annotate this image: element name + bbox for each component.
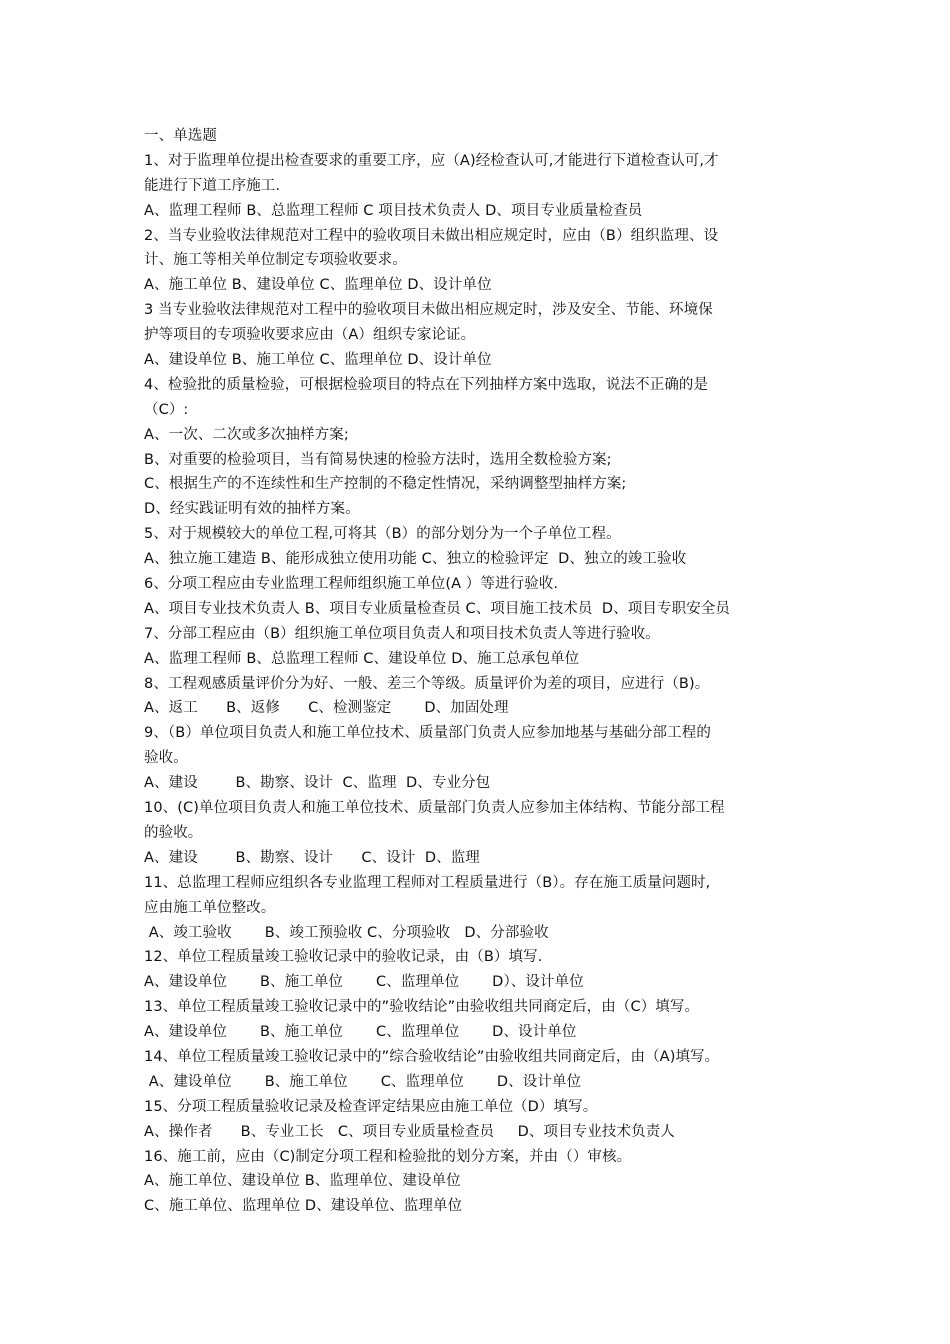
text-line: A、监理工程师 B、总监理工程师 C 项目技术负责人 D、项目专业质量检查员: [144, 202, 643, 219]
text-line: C、施工单位、监理单位 D、建设单位、监理单位: [144, 1198, 463, 1215]
text-line: A、建设 B、勘察、设计 C、设计 D、监理: [144, 849, 480, 866]
text-line: 14、单位工程质量竣工验收记录中的”综合验收结论”由验收组共同商定后，由（A)填写。: [144, 1048, 720, 1065]
text-line: A、项目专业技术负责人 B、项目专业质量检查员 C、项目施工技术员 D、项目专职安全员: [144, 600, 730, 617]
text-line: A、建设单位 B、施工单位 C、监理单位 D）、设计单位: [144, 974, 584, 991]
text-line: 3 当专业验收法律规范对工程中的验收项目未做出相应规定时，涉及安全、节能、环境保: [144, 302, 713, 319]
text-line: B、对重要的检验项目，当有简易快速的检验方法时，选用全数检验方案;: [144, 451, 612, 468]
text-line: 15、分项工程质量验收记录及检查评定结果应由施工单位（D）填写。: [144, 1098, 598, 1115]
text-line: A、施工单位 B、建设单位 C、监理单位 D、设计单位: [144, 277, 492, 294]
text-line: D、经实践证明有效的抽样方案。: [144, 501, 360, 518]
text-line: 的验收。: [144, 824, 203, 841]
text-line: 16、施工前，应由（C)制定分项工程和检验批的划分方案，并由（）审核。: [144, 1148, 632, 1165]
document-body: [144, 124, 824, 1219]
text-line: 4、检验批的质量检验，可根据检验项目的特点在下列抽样方案中选取，说法不正确的是: [144, 376, 709, 393]
text-line: A、监理工程师 B、总监理工程师 C、建设单位 D、施工总承包单位: [144, 650, 580, 667]
text-line: （C）:: [144, 401, 189, 418]
text-line: 6、分项工程应由专业监理工程师组织施工单位(A ）等进行验收.: [144, 576, 559, 593]
text-line: 1、对于监理单位提出检查要求的重要工序，应（A)经检查认可,才能进行下道检查认可,才: [144, 152, 719, 169]
text-line: 能进行下道工序施工.: [144, 177, 281, 194]
text-line: A、建设 B、勘察、设计 C、监理 D、专业分包: [144, 775, 491, 792]
text-line: A、建设单位 B、施工单位 C、监理单位 D、设计单位: [144, 352, 492, 369]
section-heading: 一、单选题: [144, 128, 217, 144]
text-line: 护等项目的专项验收要求应由（A）组织专家论证。: [144, 327, 476, 344]
text-line: 13、单位工程质量竣工验收记录中的”验收结论”由验收组共同商定后，由（C）填写。: [144, 999, 700, 1016]
text-line: 9、（B）单位项目负责人和施工单位技术、质量部门负责人应参加地基与基础分部工程的: [144, 725, 711, 742]
text-line: C、根据生产的不连续性和生产控制的不稳定性情况，采纳调整型抽样方案;: [144, 476, 627, 493]
text-line: 7、分部工程应由（B）组织施工单位项目负责人和项目技术负责人等进行验收。: [144, 625, 660, 642]
text-line: 8、工程观感质量评价分为好、一般、差三个等级。质量评价为差的项目，应进行（B)。: [144, 675, 710, 692]
text-line: A、返工 B、返修 C、检测鉴定 D、加固处理: [144, 700, 509, 717]
text-line: 10、(C)单位项目负责人和施工单位技术、质量部门负责人应参加主体结构、节能分部工程: [144, 800, 725, 817]
text-line: 11、总监理工程师应组织各专业监理工程师对工程质量进行（B）。存在施工质量问题时,: [144, 874, 711, 891]
text-line: A、竣工验收 B、竣工预验收 C、分项验收 D、分部验收: [144, 924, 549, 941]
text-line: 计、施工等相关单位制定专项验收要求。: [144, 252, 407, 269]
text-line: A、建设单位 B、施工单位 C、监理单位 D、设计单位: [144, 1073, 582, 1090]
text-line: 5、对于规模较大的单位工程,可将其（B）的部分划分为一个子单位工程。: [144, 526, 621, 543]
text-line: 12、单位工程质量竣工验收记录中的验收记录，由（B）填写.: [144, 949, 543, 966]
text-line: 验收。: [144, 750, 188, 767]
text-line: A、施工单位、建设单位 B、监理单位、建设单位: [144, 1173, 461, 1190]
text-line: A、独立施工建造 B、能形成独立使用功能 C、独立的检验评定 D、独立的竣工验收: [144, 551, 687, 568]
text-line: A、建设单位 B、施工单位 C、监理单位 D、设计单位: [144, 1024, 577, 1041]
text-line: A、一次、二次或多次抽样方案;: [144, 426, 349, 443]
text-line: 应由施工单位整改。: [144, 899, 276, 916]
text-line: A、操作者 B、专业工长 C、项目专业质量检查员 D、项目专业技术负责人: [144, 1123, 675, 1140]
text-line: 2、当专业验收法律规范对工程中的验收项目未做出相应规定时，应由（B）组织监理、设: [144, 227, 719, 244]
